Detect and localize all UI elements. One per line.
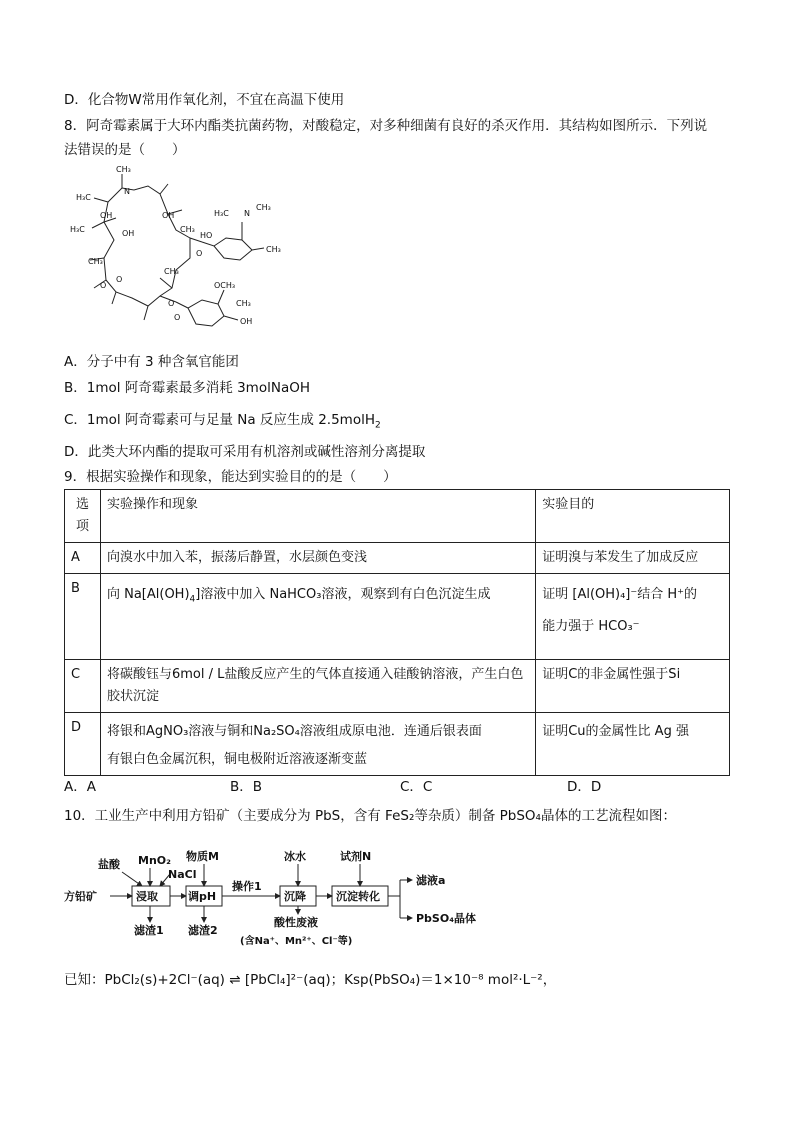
q8-option-a: A．分子中有 3 种含氧官能团	[64, 354, 239, 370]
row-operation: 将碳酸钰与6mol / L盐酸反应产生的气体直接通入硅酸钠溶液，产生白色胶状沉淀	[100, 660, 535, 713]
label-oh-2: OH	[122, 229, 135, 238]
flow-product: PbSO₄晶体	[416, 912, 477, 925]
label-n-sugar: N	[244, 209, 250, 218]
flow-substance-m: 物质M	[186, 850, 219, 863]
header-purpose: 实验目的	[536, 490, 730, 543]
flow-residue2: 滤渣2	[188, 924, 218, 937]
header-option: 选项	[65, 490, 101, 543]
label-h3c-1: H₃C	[76, 193, 91, 202]
row-purpose: 证明C的非金属性强于Si	[536, 660, 730, 713]
header-operation: 实验操作和现象	[100, 490, 535, 543]
flow-mno2: MnO₂	[138, 854, 171, 867]
table-row	[65, 713, 730, 776]
label-oh-clad: OH	[240, 317, 253, 326]
q9-stem: 9．根据实验操作和现象，能达到实验目的的是（ ）	[64, 469, 397, 485]
q8-stem-line2: 法错误的是（ ）	[64, 142, 186, 158]
flow-operation1: 操作1	[232, 880, 262, 893]
row-operation: 将银和AgNO₃溶液与铜和Na₂SO₄溶液组成原电池．连通后银表面 有银白色金属沉积，铜电极附近溶液逐渐变蓝	[100, 713, 535, 776]
label-ch3-mid: CH₃	[164, 267, 179, 276]
q9-option-a: A．A	[64, 779, 96, 795]
q8-option-d: D．此类大环内酯的提取可采用有机溶剂或碱性溶剂分离提取	[64, 444, 426, 460]
q7-option-d: D．化合物W常用作氧化剂，不宜在高温下使用	[64, 92, 345, 108]
flow-nacl: NaCl	[168, 868, 197, 881]
table-row	[65, 574, 730, 660]
label-ch3-left: CH₃	[88, 257, 103, 266]
label-ch3-sugar: CH₃	[266, 245, 281, 254]
label-oh-3: OH	[162, 211, 175, 220]
label-ch3-ring: CH₃	[180, 225, 195, 234]
flow-ore: 方铅矿	[64, 890, 97, 903]
row-operation: 向溴水中加入苯，振荡后静置，水层颜色变浅	[100, 543, 535, 574]
flow-leach: 浸取	[136, 890, 158, 903]
flow-adjust-ph: 调pH	[188, 890, 217, 903]
q8-option-b: B．1mol 阿奇霉素最多消耗 3molNaOH	[64, 380, 310, 396]
flow-waste: 酸性废液	[274, 916, 318, 929]
label-o-lactone: O	[116, 275, 123, 284]
q8-stem-line1: 8．阿奇霉素属于大环内酯类抗菌药物，对酸稳定，对多种细菌有良好的杀灭作用．其结构如图所示．下列说	[64, 118, 708, 134]
flow-hcl: 盐酸	[98, 858, 120, 871]
table-header-row	[65, 490, 730, 543]
q10-stem: 10．工业生产中利用方铅矿（主要成分为 PbS，含有 FeS₂等杂质）制备 PbSO₄晶体的工艺流程如图：	[64, 808, 676, 824]
row-label: A	[65, 543, 101, 574]
flow-reagent-n: 试剂N	[340, 850, 372, 863]
row-purpose: 证明溴与苯发生了加成反应	[536, 543, 730, 574]
flow-ice-water: 冰水	[284, 850, 306, 863]
row-label: C	[65, 660, 101, 713]
label-h3c-n: H₃C	[214, 209, 229, 218]
azithromycin-structure	[64, 160, 324, 340]
flow-settle: 沉降	[284, 890, 306, 903]
flow-convert: 沉淀转化	[336, 890, 380, 903]
label-h3c-2: H₃C	[70, 225, 85, 234]
row-operation: 向 $Na[Al(OH)_4]$溶液中加入 NaHCO₃溶液，观察到有白色沉淀生成	[100, 574, 535, 660]
label-o-link1: O	[196, 249, 203, 258]
table-row	[65, 660, 730, 713]
flow-residue1: 滤渣1	[134, 924, 164, 937]
label-ch3-n: CH₃	[256, 203, 271, 212]
row-label: B	[65, 574, 101, 660]
q10-flowchart	[64, 848, 494, 954]
label-o-carbonyl: O	[100, 281, 107, 290]
flow-waste-note: (含Na⁺、Mn²⁺、Cl⁻等)	[240, 936, 353, 947]
q9-option-d: D．D	[567, 779, 602, 795]
q9-option-b: B．B	[230, 779, 263, 795]
label-n-ring: N	[124, 187, 130, 196]
row-purpose: 证明Cu的金属性比 Ag 强	[536, 713, 730, 776]
label-o-link2: O	[168, 299, 175, 308]
q8-option-c: C．1mol 阿奇霉素可与足量 Na 反应生成 2.5molH$_2$	[64, 412, 381, 431]
label-ho-sugar: HO	[200, 231, 213, 240]
table-row	[65, 543, 730, 574]
label-och3: OCH₃	[214, 281, 236, 290]
row-label: D	[65, 713, 101, 776]
q10-known: 已知：PbCl₂(s)+2Cl⁻(aq) ⇌ [PbCl₄]²⁻(aq)；Ksp(PbSO₄)＝1×10⁻⁸ mol²·L⁻²，	[64, 972, 557, 988]
flow-filtrate-a: 滤液a	[416, 874, 446, 887]
label-oh-1: OH	[100, 211, 113, 220]
label-ch3-clad: CH₃	[236, 299, 251, 308]
label-ch3-top: CH₃	[116, 165, 131, 174]
row-purpose: 证明 [Al(OH)₄]⁻结合 H⁺的 能力强于 HCO₃⁻	[536, 574, 730, 660]
label-o-clad: O	[174, 313, 181, 322]
q9-option-c: C．C	[400, 779, 433, 795]
q9-table	[64, 489, 730, 776]
